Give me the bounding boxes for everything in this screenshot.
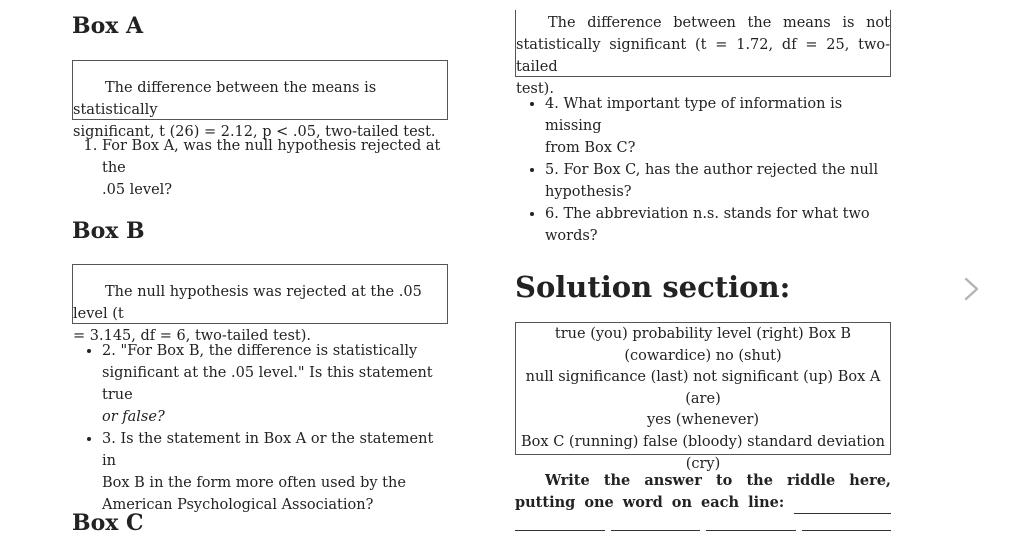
solution-line: (cowardice) no (shut) [624, 347, 782, 364]
box-c-line-3: test). [516, 81, 554, 97]
answer-blank-3[interactable] [611, 516, 701, 531]
box-c [515, 10, 891, 97]
question-4-line-1: 4. What important type of information is missing [545, 96, 843, 134]
chevron-right-icon[interactable] [958, 276, 984, 302]
box-b-line-1: The null hypothesis was rejected at the .05 level (t [73, 284, 422, 322]
question-2-line-2: significant at the .05 level." Is this statement true [102, 365, 433, 403]
question-3 [102, 428, 448, 516]
question-1 [102, 135, 448, 201]
question-1-line-1: For Box A, was the null hypothesis rejected at the [102, 138, 441, 176]
box-c-heading: Box C [72, 510, 144, 536]
solution-line: Box C (running) false (bloody) standard deviation [521, 433, 885, 450]
solution-line: null significance (last) not significant (up) Box A (are) [525, 369, 881, 407]
question-6-line-2: words? [545, 228, 598, 244]
answer-blanks-row [515, 516, 891, 531]
solution-title: Solution section: [515, 270, 791, 304]
box-a-line-2: significant, t (26) = 2.12, p < .05, two-tailed test. [73, 124, 436, 140]
box-a-line-1: The difference between the means is statistically [73, 80, 377, 118]
question-3-line-2: Box B in the form more often used by the [102, 475, 406, 491]
question-3-line-3: American Psychological Association? [102, 497, 374, 513]
box-b-heading: Box B [72, 218, 145, 244]
answer-blank-4[interactable] [706, 516, 796, 531]
question-4-line-2: from Box C? [545, 140, 636, 156]
answer-blank-2[interactable] [515, 516, 605, 531]
question-4 [545, 93, 891, 159]
riddle-instructions [515, 470, 891, 514]
riddle-line-1: Write the answer to the riddle here, [545, 472, 891, 489]
solution-line: yes (whenever) [646, 412, 760, 429]
question-5-line-1: 5. For Box C, has the author rejected the null [545, 162, 879, 178]
answer-blank-5[interactable] [802, 516, 892, 531]
question-2-line-1: 2. "For Box B, the difference is statistically [102, 343, 418, 359]
question-6-line-1: 6. The abbreviation n.s. stands for what two [545, 206, 870, 222]
box-c-line-1: The difference between the means is not [548, 15, 890, 31]
box-a [72, 60, 448, 140]
question-6 [545, 203, 891, 247]
question-2 [102, 340, 448, 428]
solution-line: (cry) [685, 455, 721, 472]
question-2-line-3: or false? [102, 409, 165, 425]
question-3-line-1: 3. Is the statement in Box A or the statement in [102, 431, 434, 469]
box-b-question-list [72, 340, 448, 516]
question-5 [545, 159, 891, 203]
box-b [72, 264, 448, 344]
box-c-question-list [515, 93, 891, 247]
question-5-line-2: hypothesis? [545, 184, 632, 200]
box-a-heading: Box A [72, 13, 144, 39]
box-c-line-2: statistically significant (t = 1.72, df = 25, two-tailed [516, 37, 890, 75]
answer-blank-1[interactable] [794, 499, 891, 514]
riddle-line-2: putting one word on each line: [515, 494, 785, 511]
solution-line: true (you) probability level (right) Box B [554, 326, 852, 342]
question-1-list [72, 135, 448, 201]
solution-word-box [515, 322, 891, 472]
question-1-line-2: .05 level? [102, 182, 173, 198]
box-b-line-2: = 3.145, df = 6, two-tailed test). [73, 328, 311, 344]
